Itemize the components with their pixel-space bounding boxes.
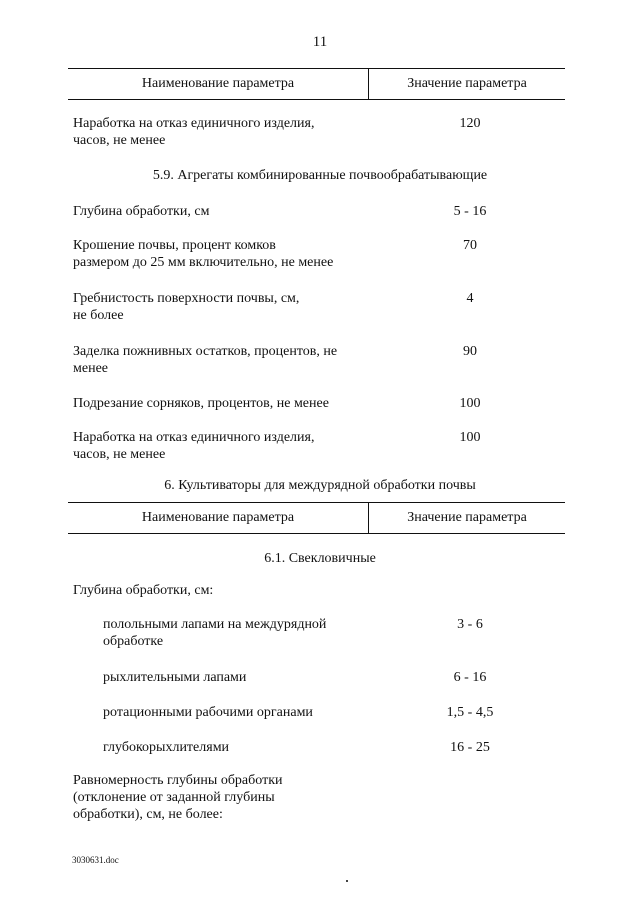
param-crumbling: Крошение почвы, процент комков размером до 25 мм включительно, не менее [73,238,334,270]
param-mtbf-2: Наработка на отказ единичного изделия, часов, не менее [73,430,315,462]
param-weed-cutting: Подрезание сорняков, процентов, не менее [73,396,329,411]
value-weed-cutting: 100 [459,396,481,411]
value-deep-looseners: 16 - 25 [450,740,490,755]
table-header-2 [68,502,565,534]
param-depth-label: Глубина обработки, см: [73,583,214,598]
section-title-5-9: 5.9. Агрегаты комбинированные почвообрабатывающие [152,168,488,183]
param-residue: Заделка пожнивных остатков, процентов, не менее [73,344,338,376]
value-residue: 90 [463,344,477,359]
page-mark [346,880,348,882]
param-loosening-paws: рыхлительными лапами [103,670,247,685]
param-ridging: Гребнистость поверхности почвы, см, не более [73,291,300,323]
value-crumbling: 70 [463,238,477,253]
value-mtbf: 120 [459,116,481,131]
param-weeding-paws: полольными лапами на междурядной обработке [103,617,327,649]
section-title-6-1: 6.1. Свекловичные [264,551,376,566]
value-weeding-paws: 3 - 6 [457,617,483,632]
header-name-column: Наименование параметра [141,510,295,525]
table-header [68,68,565,100]
header-name-column: Наименование параметра [141,76,295,91]
footer-filename: 3030631.doc [72,855,119,865]
value-loosening-paws: 6 - 16 [453,670,487,685]
param-depth: Глубина обработки, см [73,204,210,219]
header-value-column: Значение параметра [407,510,527,525]
param-depth-evenness: Равномерность глубины обработки (отклонение от заданной глубины обработки), см, не более: [73,773,283,822]
section-title-6: 6. Культиваторы для междурядной обработки почвы [164,478,476,493]
value-ridging: 4 [466,291,474,306]
value-rotary: 1,5 - 4,5 [446,705,494,720]
header-value-column: Значение параметра [407,76,527,91]
value-mtbf-2: 100 [459,430,481,445]
page-number: 11 [312,34,328,50]
value-depth: 5 - 16 [453,204,487,219]
param-mtbf: Наработка на отказ единичного изделия, часов, не менее [73,116,315,148]
param-rotary: ротационными рабочими органами [103,705,313,720]
param-deep-looseners: глубокорыхлителями [103,740,230,755]
